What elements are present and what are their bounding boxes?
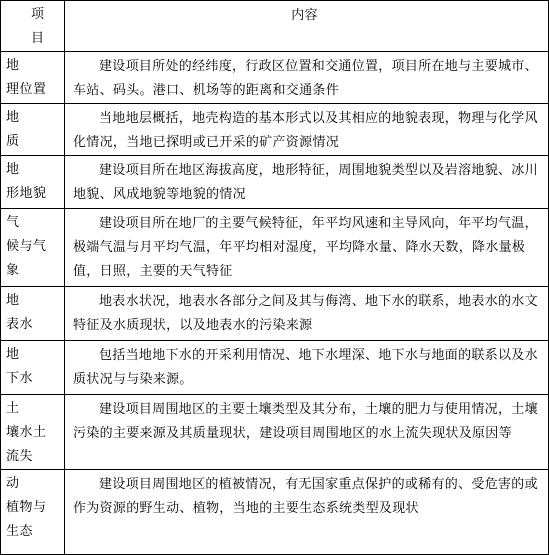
row-content-terrain: 建设项目所在地区海拔高度，地形特征，周围地貌类型以及岩溶地貌、冰川地貌、风成地貌等地貌的情况 [65, 156, 549, 209]
row-label-geology: 地 质 [1, 104, 65, 156]
row-label-ecology: 动 植物与 生态 [1, 470, 65, 555]
table-row [1, 395, 549, 470]
header-content-cell: 内容 [65, 1, 549, 52]
header-item-cell: 项 目 [1, 1, 65, 52]
row-content-ecology: 建设项目周围地区的植被情况，有无国家重点保护的或稀有的、受危害的或作为资源的野生动、植物，当地的主要生态系统类型及现状 [65, 470, 549, 555]
table-row [1, 156, 549, 209]
table-row [1, 470, 549, 555]
table-row [1, 341, 549, 395]
row-label-climate: 气 候与气 象 [1, 209, 65, 287]
row-content-climate: 建设项目所在地厂的主要气候特征，年平均风速和主导风向，年平均气温，极端气温与月平均气温，年平均相对湿度，平均降水量、降水天数，降水量极值，日照，主要的天气特征 [65, 209, 549, 287]
row-content-surface-water: 地表水状况，地表水各部分之间及其与侮湾、地下水的联系，地表水的水文特征及水质现状，以及地表水的污染来源 [65, 287, 549, 341]
row-label-geography: 地 理位置 [1, 52, 65, 104]
table-row [1, 287, 549, 341]
table-header-row [1, 1, 549, 52]
row-label-terrain: 地 形地貌 [1, 156, 65, 209]
row-content-geology: 当地地层概括，地壳构造的基本形式以及其相应的地貌表现，物理与化学风化情况，当地已探明或已开采的矿产资源情况 [65, 104, 549, 156]
row-label-soil: 土 壤水土 流失 [1, 395, 65, 470]
row-content-soil: 建设项目周围地区的主要土壤类型及其分布，土壤的肥力与使用情况，土壤污染的主要来源及其质量现状，建设项目周围地区的水上流失现状及原因等 [65, 395, 549, 470]
row-content-geography: 建设项目所处的经纬度，行政区位置和交通位置，项目所在地与主要城市、车站、码头。港口、机场等的距离和交通条件 [65, 52, 549, 104]
row-label-groundwater: 地 下水 [1, 341, 65, 395]
table-row [1, 52, 549, 104]
table-row [1, 104, 549, 156]
row-label-surface-water: 地 表水 [1, 287, 65, 341]
row-content-groundwater: 包括当地地下水的开采利用情况、地下水埋深、地下水与地面的联系以及水质状况与与染来源。 [65, 341, 549, 395]
table-row [1, 209, 549, 287]
